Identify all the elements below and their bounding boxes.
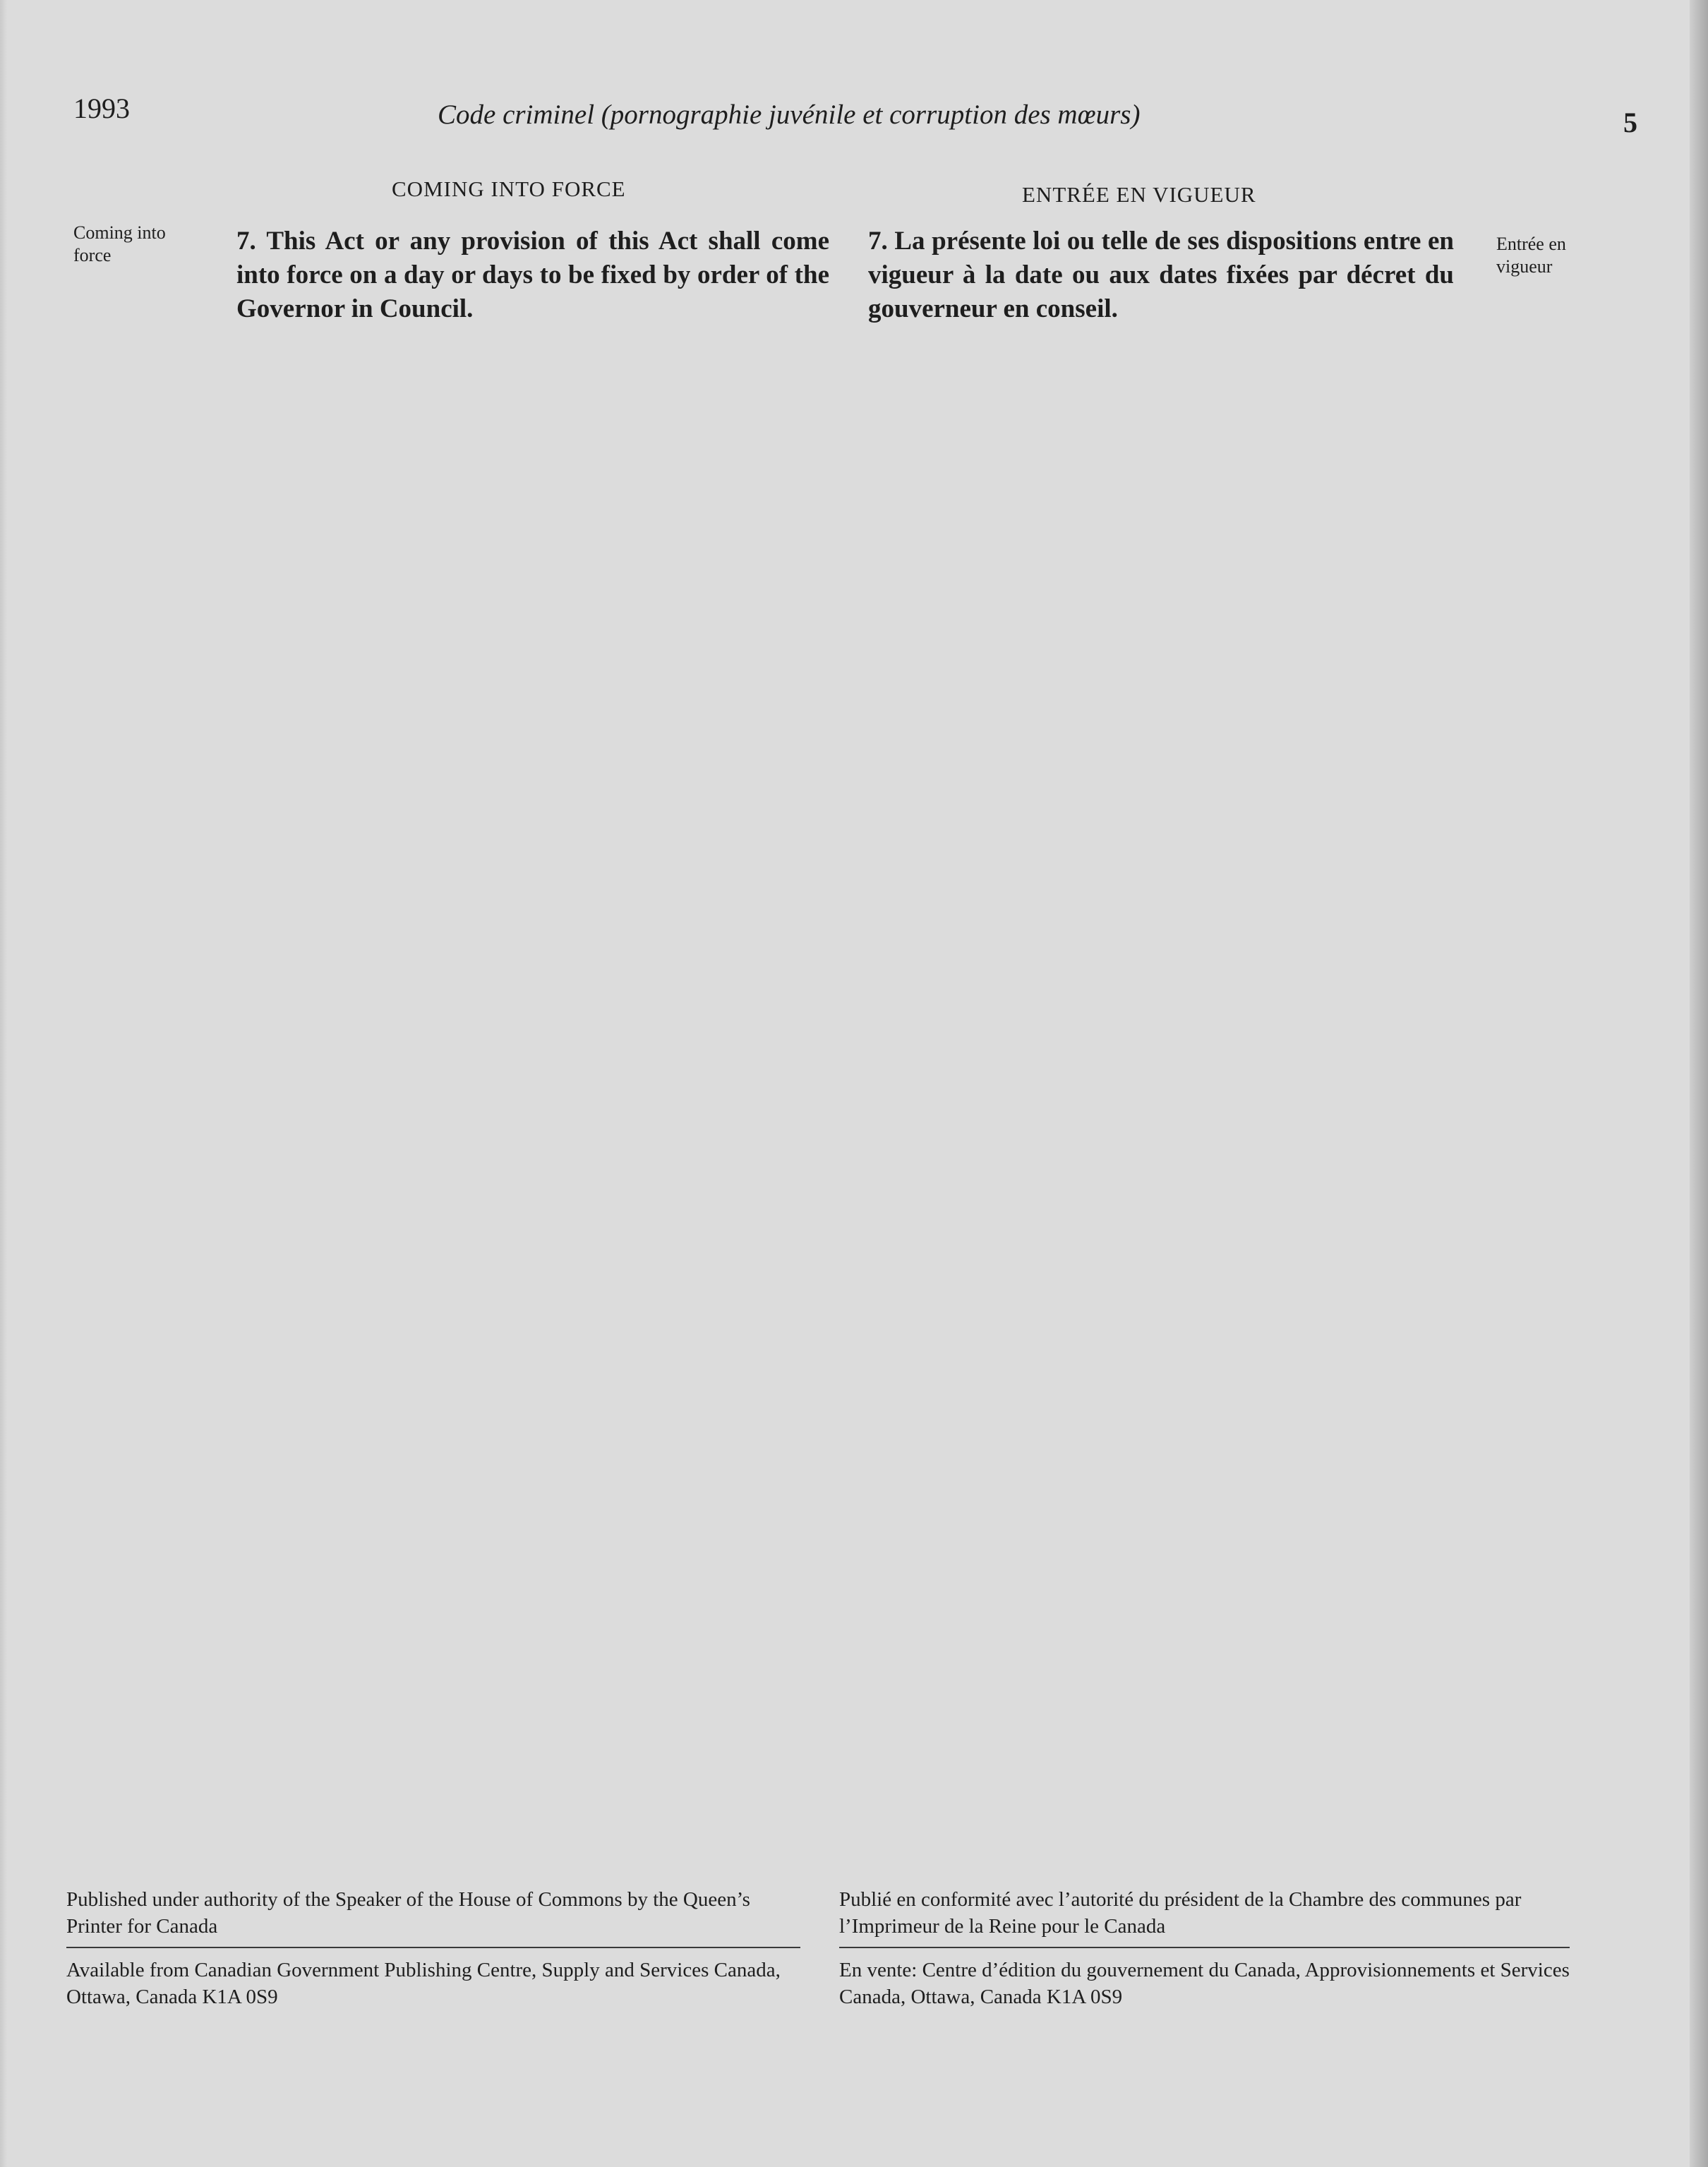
english-margin-note: Coming into force	[73, 222, 166, 265]
footer-divider-english	[66, 1947, 800, 1948]
footer-published-english: Published under authority of the Speaker of the House of Commons by the Queen’s Printer for Canada	[66, 1888, 750, 1938]
footer-available-english: Available from Canadian Government Publishing Centre, Supply and Services Canada, Ottawa, Canada K1A 0S9	[66, 1959, 781, 2008]
english-section-text: 7. This Act or any provision of this Act shall come into force on a day or days to be fixed by order of the Governor in Council.	[236, 227, 829, 323]
header-year: 1993	[73, 92, 130, 124]
page-left-edge	[0, 0, 7, 2167]
footer-available-french: En vente: Centre d’édition du gouvernement du Canada, Approvisionnements et Services Canada, Ottawa, Canada K1A 0S9	[839, 1959, 1570, 2008]
page-number: 5	[1623, 107, 1637, 138]
footer-published-french: Publié en conformité avec l’autorité du président de la Chambre des communes par l’Imprimeur de la Reine pour le Canada	[839, 1888, 1522, 1938]
french-section-text: 7. La présente loi ou telle de ses dispositions entre en vigueur à la date ou aux dates fixées par décret du gouverneur en conseil.	[868, 227, 1454, 323]
footer-divider-french	[839, 1947, 1570, 1948]
page-right-edge	[1690, 0, 1708, 2167]
header-title: Code criminel (pornographie juvénile et corruption des mœurs)	[438, 100, 1141, 130]
french-margin-note: Entrée en vigueur	[1496, 234, 1566, 277]
french-section-heading: ENTRÉE EN VIGUEUR	[1022, 182, 1256, 207]
english-section-heading: COMING INTO FORCE	[392, 176, 626, 201]
